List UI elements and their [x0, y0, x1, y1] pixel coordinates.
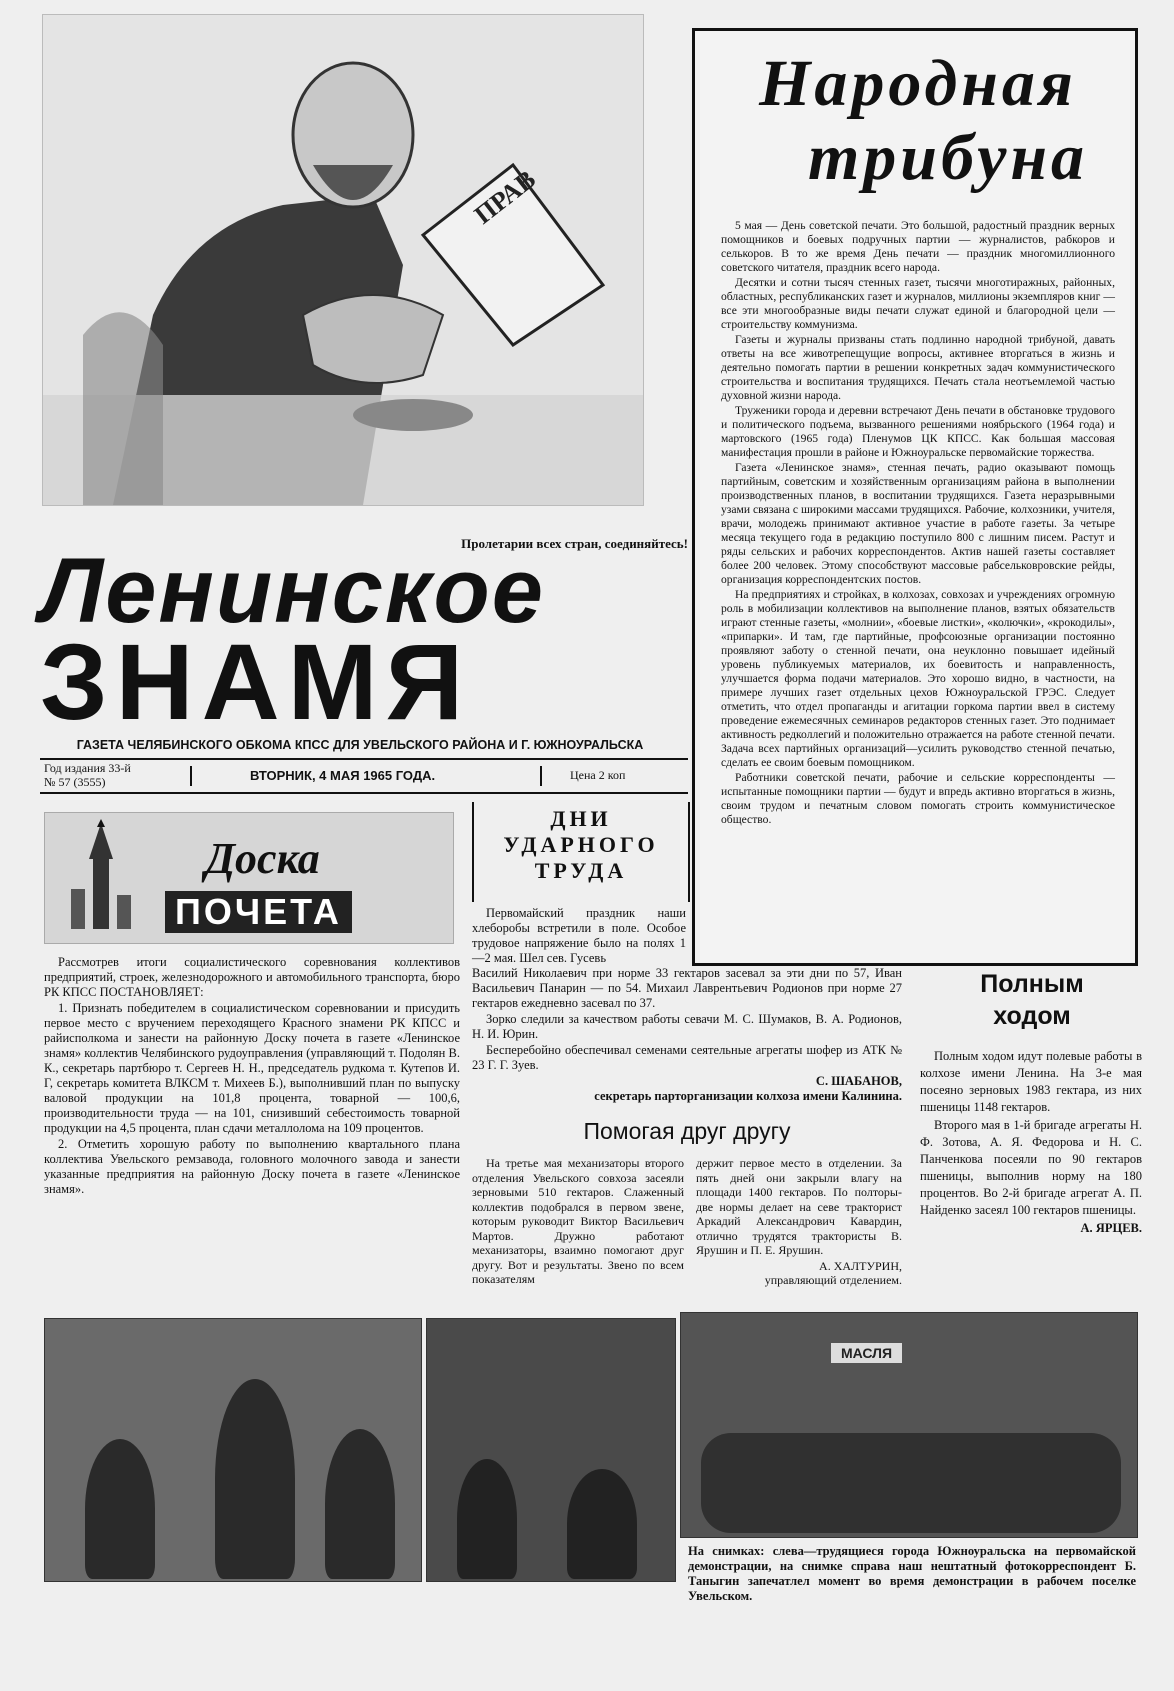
days-of-work-heading — [472, 802, 690, 902]
newspaper-title-line1: Ленинское — [40, 540, 545, 642]
full-speed-body — [920, 1048, 1142, 1237]
newspaper-title: ПРАВ — [468, 164, 541, 230]
editorial-paragraph: Газета «Ленинское знамя», стенная печать, радио оказывают помощь партийным, советским и хозяйственным организациям района в выполнении производственных планов, в воспитании трудящихся. Газета неразрывными узами связана с широкими массами трудящихся. Рабочие, колхозники, учителя, врачи, молодежь принимают активное участие в работе газеты. За четыре месяца текущего года в редакцию поступило 800 с лишним писем. Растут и ряды сельских и рабочих корреспондентов. Актив нашей газеты составляет более 200 человек. Этому способствуют массовые рабсельковровские рейды, организация корреспондентских постов. — [721, 461, 1115, 586]
article-author-role: секретарь парторганизации колхоза имени Калинина. — [594, 1089, 902, 1103]
editorial-title-line1: Народная — [759, 47, 1077, 120]
editorial-body — [721, 219, 1115, 828]
divider — [190, 766, 192, 786]
photo-caption: На снимках: слева—трудящиеся города Южноуральска на первомайской демонстрации, на снимке справа наш нештатный фотокорреспондент Б. Таныгин запечатлел момент во время демонстрации в рабочем поселке Увельском. — [688, 1544, 1136, 1603]
article-author: А. ЯРЦЕВ. — [1080, 1221, 1142, 1235]
decree-paragraph: Рассмотрев итоги социалистического соревнования коллективов предприятий, строек, железнодорожного и автомобильного транспорта, бюро РК КПСС ПОСТАНОВЛЯЕТ: — [44, 955, 460, 999]
photo-crowd — [701, 1433, 1121, 1533]
heading-line3: ТРУДА — [534, 858, 628, 883]
article-paragraph: Василий Николаевич при норме 33 гектаров засевал за эти дни по 57, Иван Васильевич Панарин — по 54. Михаил Лаврентьевич Родионов при норме 27 гектаров ежедневно засевал по 37. — [472, 966, 902, 1010]
mutual-help-column1 — [472, 1156, 684, 1288]
illustration-drawing — [43, 15, 643, 505]
newspaper-title-line2: ЗНАМЯ — [40, 621, 472, 742]
editorial-title — [695, 47, 1141, 195]
heading-line1: ДНИ — [550, 806, 612, 831]
honor-board-decree — [44, 955, 460, 1198]
editorial-paragraph: Труженики города и деревни встречают День печати в обстановке трудового и политического подъема, вызванного решениями ноябрьского (1964 года) и мартовского (1965 года) Пленумов ЦК КПСС. Как большая массовая манифестация прошли в районе и Южноуральске первомайские торжества. — [721, 404, 1115, 459]
issue-year-line: Год издания 33-й — [44, 761, 131, 775]
photo-demonstration-right — [680, 1312, 1138, 1538]
article-paragraph: Зорко следили за качеством работы севачи М. С. Шумаков, В. А. Родионов, Н. И. Юрин. — [472, 1012, 902, 1041]
editorial-title-line2: трибуна — [807, 121, 1089, 194]
article-paragraph: Полным ходом идут полевые работы в колхозе имени Ленина. На 3-е мая посеяно зерновых 1983 гектара, из них пшеницы 1148 гектаров. — [920, 1049, 1142, 1114]
decree-paragraph: 1. Признать победителем в социалистическом соревновании и присудить первое место с вручением переходящего Красного знамени РК КПСС и райисполкома и занести на районную Доску почета в газете «Ленинское знамя» коллектив Челябинского рудоуправления (управляющий т. Подолян В. К., секретарь партбюро т. Сергеев Н. Н., председатель рудкома т. Кутепов И. Г, секретарь комитета ВЛКСМ т. Михеев Б.), выполнивший план по выпуску валовой продукции на 101,8 процента, товарной — 100,6, производительности труда — на 101, снизивший себестоимость товарной продукции на 4,5 процента, план сдачи металлолома на 109 процентов. — [44, 1001, 460, 1135]
photo-figure — [325, 1429, 395, 1579]
article-author: С. ШАБАНОВ, — [815, 1074, 902, 1088]
article-author: А. ХАЛТУРИН, — [819, 1258, 902, 1273]
days-of-work-intro — [472, 906, 686, 967]
lenin-illustration — [42, 14, 644, 506]
issue-number: № 57 (3555) — [44, 775, 106, 789]
divider — [540, 766, 542, 786]
mutual-help-column2 — [696, 1156, 902, 1288]
issue-info-bar — [40, 758, 688, 794]
kremlin-tower-icon — [51, 819, 151, 937]
editorial-paragraph: На предприятиях и стройках, в колхозах, совхозах и учреждениях огромную роль в мобилизации коллективов на выполнение планов, взятых обязательств играют стенные газеты, «молнии», «боевые листки», «колючки», «крокодилы», «припарки». И там, где партийные, профсоюзные организации постоянно проявляют заботу о стенной печати, она неуклонно повышает идейный уровень публикуемых материалов, их боевитость и направленность, улучшается форма подачи материалов. Это хорошо видно, в частности, на примере лучших газет отдельных цехов Южноуральской ГРЭС. Следует отметить, что отдел пропаганды и агитации горкома партии ввел в систему проведение ежемесячных семинаров редакторов стенных газет. Это поднимает активность редколлегий и положительно отражается на работе стенной печати. Задача всех партийных организаций—усилить руководство стенной печатью, сделать ее своим боевым помощником. — [721, 588, 1115, 769]
issue-year — [44, 761, 131, 789]
full-speed-title — [920, 968, 1144, 1032]
honor-board-banner — [44, 812, 454, 944]
photo-banner: МАСЛЯ — [831, 1343, 902, 1363]
title-line1: Полным — [980, 970, 1084, 998]
photo-figure — [85, 1439, 155, 1579]
title-line2: ходом — [993, 1002, 1071, 1030]
honor-board-title-line1: Доска — [205, 834, 320, 883]
heading-line2: УДАРНОГО — [503, 832, 659, 857]
decree-paragraph: 2. Отметить хорошую работу по выполнению квартального плана коллектива Увельского ремзавода, головного молочного завода и занести указанные предприятия на районную Доску почета в газете «Ленинское знамя». — [44, 1137, 460, 1196]
photo-demonstration-left — [44, 1318, 422, 1582]
editorial-paragraph: Работники советской печати, рабочие и сельские корреспонденты — испытанные помощники партии — будут и впредь активно вторгаться в жизнь, своим трудом и печатным словом помогать строить коммунистическое общество. — [721, 771, 1115, 826]
slogan: Пролетарии всех стран, соединяйтесь! — [461, 536, 688, 551]
photo-figure — [215, 1379, 295, 1579]
article-paragraph: Первомайский праздник наши хлеборобы встретили в поле. Особое трудовое напряжение было на полях 1—2 мая. Шел сев. Гусевь — [472, 906, 686, 965]
editorial-paragraph: 5 мая — День советской печати. Это большой, радостный праздник верных помощников и боевых подручных партии — журналистов, рабкоров и селькоров. В то же время День печати — праздник многомиллионного советского читателя, праздник всего народа. — [721, 219, 1115, 274]
article-paragraph: Бесперебойно обеспечивал семенами сеятельные агрегаты шофер из АТК № 23 Г. Г. Зуев. — [472, 1043, 902, 1072]
issue-date: ВТОРНИК, 4 МАЯ 1965 ГОДА. — [250, 768, 436, 783]
photo-figure — [567, 1469, 637, 1579]
article-paragraph: На третье мая механизаторы второго отделения Увельского совхоза засеяли зерновыми 510 гектаров. Слаженный коллектив подобрался в первом звене, которым руководит Виктор Васильевич Мартов. Дружно работают механизаторы, взаимно помогают друг другу. Вот и результаты. Звено по всем показателям — [472, 1156, 684, 1286]
honor-board-title-line2: ПОЧЕТА — [165, 891, 352, 933]
newspaper-subtitle: ГАЗЕТА ЧЕЛЯБИНСКОГО ОБКОМА КПСС ДЛЯ УВЕЛЬСКОГО РАЙОНА И Г. ЮЖНОУРАЛЬСКА — [76, 738, 644, 752]
article-paragraph: Второго мая в 1-й бригаде агрегаты Н. Ф. Зотова, А. Я. Федорова и Н. С. Панченкова посеяли по 90 гектаров пшеницы, выполнив норму на 180 процентов. Во 2-й бригаде агрегат А. П. Найденко засеял 100 гектаров пшеницы. — [920, 1118, 1142, 1217]
article-paragraph: держит первое место в отделении. За пять дней они закрыли влагу на площади 1400 гектаров. По полторы-две нормы делает на севе тракторист Аркадий Александрович Кавардин, отлично трудятся трактористы В. Ярушин и П. Е. Ярушин. — [696, 1156, 902, 1257]
issue-price: Цена 2 коп — [570, 768, 626, 782]
editorial-paragraph: Газеты и журналы призваны стать подлинно народной трибуной, давать ответы на все животрепещущие вопросы, активнее вторгаться в жизнь и деятельно помогать партии в решении конкретных задач коммунистического строительства и воспитания трудящихся. Печать стала неотъемлемой частью духовной жизни народа. — [721, 333, 1115, 402]
editorial-box — [692, 28, 1138, 966]
days-of-work-body — [472, 966, 902, 1104]
mutual-help-title: Помогая друг другу — [583, 1118, 791, 1144]
photo-figure — [457, 1459, 517, 1579]
editorial-paragraph: Десятки и сотни тысяч стенных газет, тысячи многотиражных, районных, областных, республиканских газет и журналов, миллионы экземпляров книг — все эти многообразные виды печати служат единой и благородной цели — строительству коммунизма. — [721, 276, 1115, 331]
article-author-role: управляющий отделением. — [764, 1273, 902, 1287]
photo-demonstration-middle — [426, 1318, 676, 1582]
